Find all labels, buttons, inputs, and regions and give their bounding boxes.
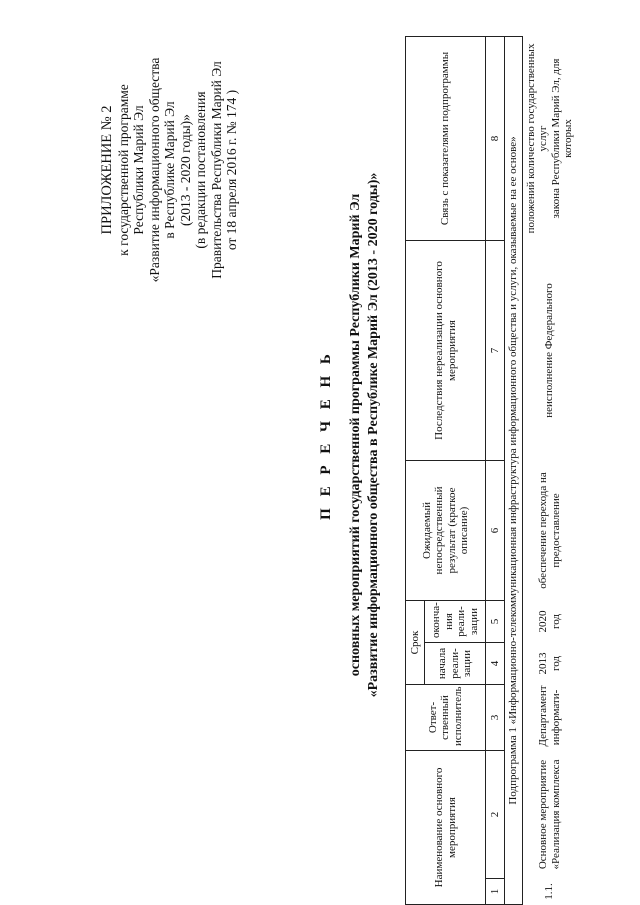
row-link-line: закона Республики Марий Эл, для которых <box>549 58 574 219</box>
appendix-line: в Республике Марий Эл <box>162 101 177 239</box>
appendix-line: Правительства Республики Марий Эл <box>208 61 224 279</box>
row-executor: Департамент информати- <box>537 685 562 747</box>
subprogram-title: Подпрограмма 1 «Информационно-телекоммуникационная инфраструктура информационного общества и услуги, оказываемые на ее основе» <box>505 36 523 904</box>
column-number: 7 <box>486 240 505 460</box>
header-link: Связь с показателями подпрограммы <box>406 36 486 240</box>
appendix-line: (2013 - 2020 годы)» <box>177 114 193 226</box>
column-numbers-row <box>486 36 505 904</box>
appendix-line: к государственной программе <box>115 84 131 256</box>
row-start: 2013 год <box>537 652 562 675</box>
column-number: 2 <box>486 750 505 878</box>
appendix-heading: ПРИЛОЖЕНИЕ № 2 <box>99 105 115 235</box>
header-consequences: Последствия нереализации основного мероприятия <box>406 240 486 460</box>
column-number: 8 <box>486 36 505 240</box>
column-number: 5 <box>486 600 505 642</box>
measures-table <box>405 36 577 905</box>
row-end: 2020 год <box>537 610 562 633</box>
header-name: Наименование основного мероприятия <box>406 750 486 904</box>
header-end: оконча-ния реали-зации <box>425 600 486 642</box>
appendix-line: Республики Марий Эл <box>131 105 146 235</box>
title-word: П Е Р Е Ч Е Н Ь <box>318 350 334 520</box>
document-title <box>318 85 383 785</box>
header-executor: Ответ-ственный исполнитель <box>406 684 486 750</box>
title-line-2: «Развитие информационного общества в Республике Марий Эл (2013 - 2020 годы)» <box>366 172 381 698</box>
column-number: 1 <box>486 879 505 905</box>
title-line-1: основных мероприятий государственной программы Республики Марий Эл <box>348 193 363 677</box>
row-link <box>522 36 577 240</box>
header-row <box>406 36 425 904</box>
row-link-line: положений количество государственных услуг <box>524 43 549 234</box>
column-number: 3 <box>486 684 505 750</box>
subprogram-row <box>505 36 523 904</box>
appendix-line: от 18 апреля 2016 г. № 174 ) <box>224 89 239 251</box>
appendix-block <box>100 40 240 300</box>
row-result: обеспечение перехода на предоставление <box>537 472 562 589</box>
column-number: 6 <box>486 460 505 600</box>
header-result: Ожидаемый непосредственный результат (краткое описание) <box>406 460 486 600</box>
row-number: 1.1. <box>543 883 556 900</box>
header-term: Срок <box>406 600 425 684</box>
table-row <box>522 36 577 904</box>
appendix-line: «Развитие информационного общества <box>146 57 162 283</box>
row-name: Основное мероприятие «Реализация комплекса <box>537 759 562 870</box>
row-consequences: неисполнение Федерального <box>543 283 556 418</box>
appendix-line: (в редакции постановления <box>193 91 208 249</box>
column-number: 4 <box>486 642 505 684</box>
header-start: начала реали-зации <box>425 642 486 684</box>
